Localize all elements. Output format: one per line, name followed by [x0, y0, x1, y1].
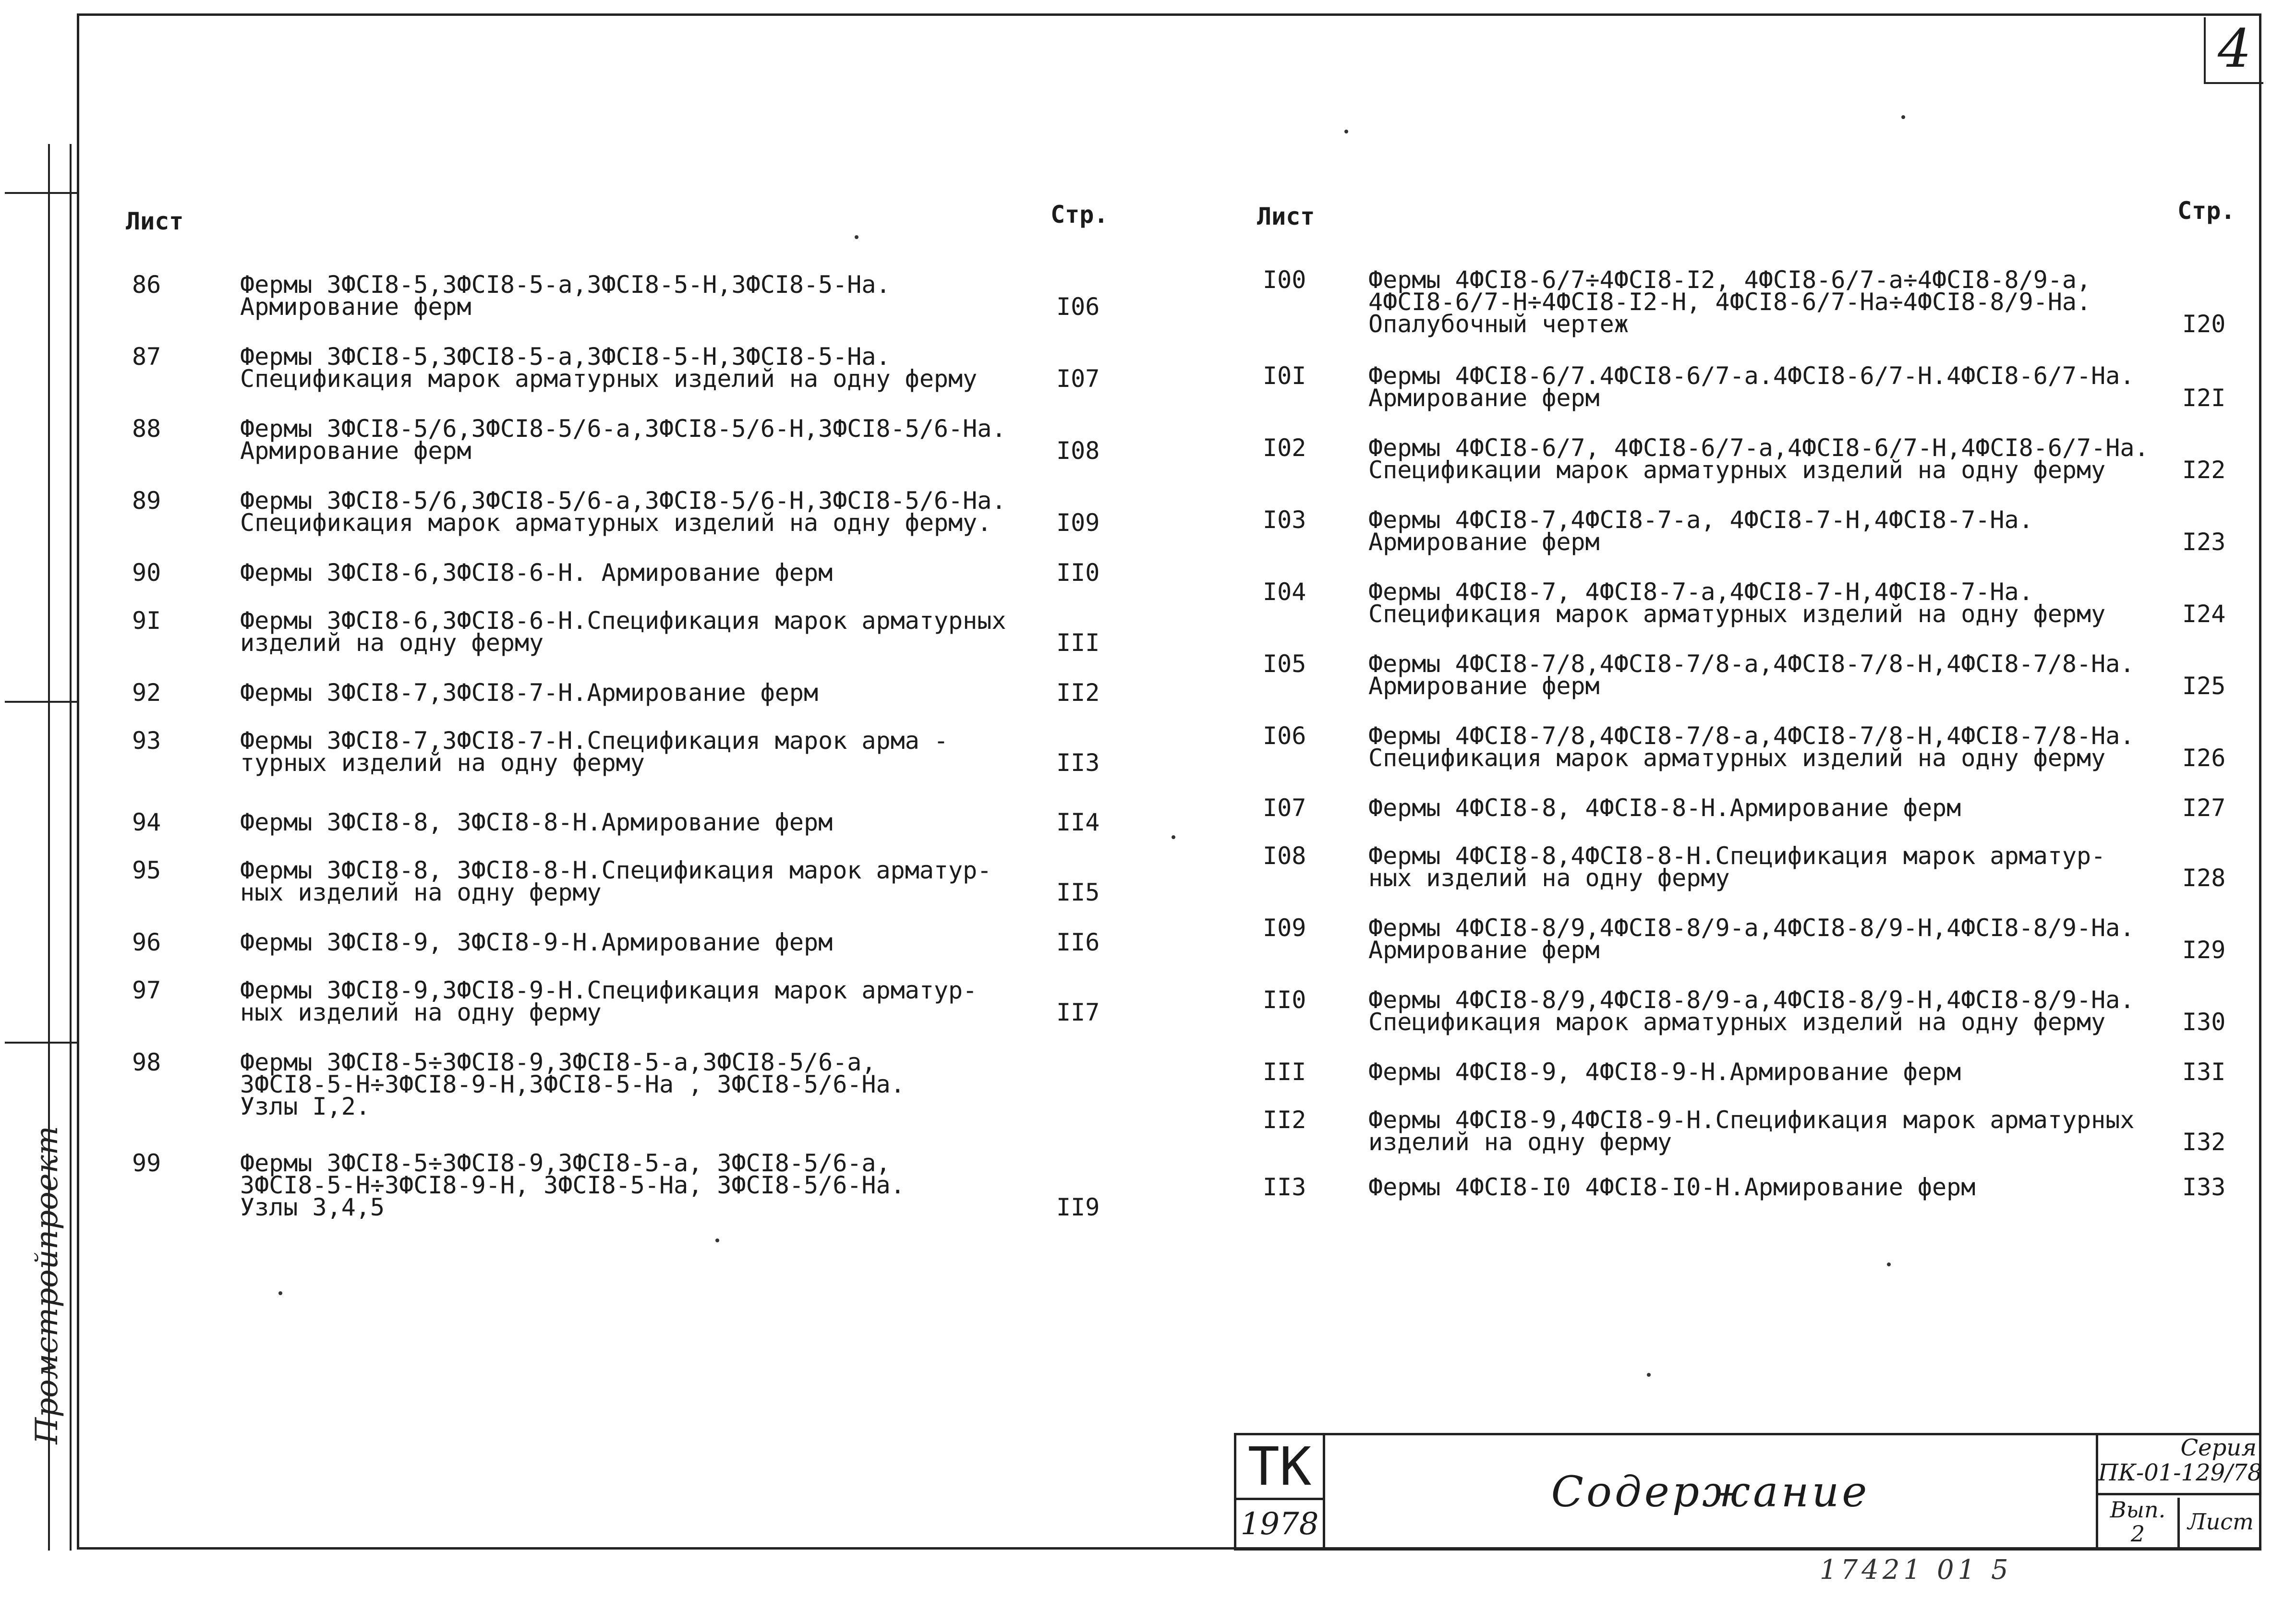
sheet-number-cell: I0I: [1263, 362, 1306, 390]
page-number-cell: I25: [2182, 672, 2226, 700]
page-number-cell: I2I: [2182, 384, 2226, 412]
page-number-cell: I3I: [2182, 1058, 2226, 1086]
contents-description: Фермы 4ФСI8-8, 4ФСI8-8-Н.Армирование ферм: [1368, 794, 1961, 822]
contents-description: Фермы 4ФСI8-6/7÷4ФСI8-I2, 4ФСI8-6/7-а÷4ФСI8-8/9-а, 4ФСI8-6/7-Н÷4ФСI8-I2-Н, 4ФСI8-6/7-На÷4ФСI8-8/9-На. Опалубочный чертеж: [1368, 266, 2091, 338]
left-header-sheet: Лист: [126, 207, 184, 235]
scan-speck: [1172, 835, 1175, 839]
org-cell: [1236, 1435, 1325, 1548]
contents-description: Фермы 4ФСI8-8,4ФСI8-8-Н.Спецификация марок арматур- ных изделий на одну ферму: [1368, 842, 2106, 892]
page-number-cell: I09: [1056, 509, 1100, 537]
contents-description: Фермы 4ФСI8-7/8,4ФСI8-7/8-а,4ФСI8-7/8-Н,4ФСI8-7/8-На. Армирование ферм: [1368, 650, 2135, 700]
page-number-cell: I06: [1056, 293, 1100, 321]
sheet-number-cell: I06: [1263, 722, 1306, 750]
sheet-number-cell: I05: [1263, 650, 1306, 678]
strip-line: [5, 701, 77, 703]
page-number-cell: I27: [2182, 794, 2226, 822]
right-header-page: Стр.: [2177, 197, 2236, 225]
contents-description: Фермы 4ФСI8-6/7, 4ФСI8-6/7-а,4ФСI8-6/7-Н,4ФСI8-6/7-На. Спецификации марок арматурных изделий на одну ферму: [1368, 434, 2149, 484]
page-number-cell: I32: [2182, 1128, 2226, 1156]
sheet-number-cell: 94: [132, 808, 161, 836]
sheet-number-cell: 87: [132, 343, 161, 371]
sheet-number-cell: 99: [132, 1149, 161, 1177]
sheet-number-cell: 88: [132, 415, 161, 443]
page-number-cell: I07: [1056, 365, 1100, 393]
title-block: [1234, 1433, 2261, 1551]
contents-description: Фермы 3ФСI8-9,3ФСI8-9-Н.Спецификация марок арматур- ных изделий на одну ферму: [240, 976, 978, 1026]
sheet-number-cell: I00: [1263, 266, 1306, 294]
contents-description: Фермы 3ФСI8-8, 3ФСI8-8-Н.Армирование ферм: [240, 808, 833, 836]
page-number-cell: I08: [1056, 437, 1100, 465]
sheet-number-cell: 95: [132, 856, 161, 884]
org-code: ТК: [1236, 1435, 1323, 1500]
page-number-cell: II9: [1056, 1193, 1100, 1221]
document-title: Содержание: [1551, 1467, 1870, 1516]
contents-description: Фермы 4ФСI8-I0 4ФСI8-I0-Н.Армирование ферм: [1368, 1173, 1976, 1201]
contents-description: Фермы 3ФСI8-7,3ФСI8-7-Н.Армирование ферм: [240, 679, 819, 707]
page-number-cell: III: [1056, 629, 1100, 657]
page-number-cell: II3: [1056, 749, 1100, 777]
left-margin-strip: [5, 144, 77, 1551]
contents-description: Фермы 3ФСI8-8, 3ФСI8-8-Н.Спецификация марок арматур- ных изделий на одну ферму: [240, 856, 992, 906]
drawing-frame: [77, 13, 2261, 1550]
right-header-sheet: Лист: [1257, 203, 1315, 230]
sheet-number-cell: 92: [132, 679, 161, 707]
sheet-number-cell: II2: [1263, 1106, 1306, 1134]
page-number-cell: II2: [1056, 679, 1100, 707]
contents-description: Фермы 4ФСI8-8/9,4ФСI8-8/9-а,4ФСI8-8/9-Н,4ФСI8-8/9-На. Спецификация марок арматурных изделий на одну ферму: [1368, 986, 2135, 1036]
sheet-number-cell: 93: [132, 727, 161, 755]
page-number-cell: II0: [1056, 559, 1100, 587]
contents-description: Фермы 4ФСI8-7,4ФСI8-7-а, 4ФСI8-7-Н,4ФСI8-7-На. Армирование ферм: [1368, 506, 2033, 556]
sheet-number-cell: II3: [1263, 1173, 1306, 1201]
issue-label: Вып. 2: [2098, 1498, 2180, 1548]
page-number-cell: I24: [2182, 600, 2226, 628]
contents-description: Фермы 4ФСI8-9,4ФСI8-9-Н.Спецификация марок арматурных изделий на одну ферму: [1368, 1106, 2135, 1156]
sheet-number-cell: 96: [132, 928, 161, 956]
contents-description: Фермы 4ФСI8-7, 4ФСI8-7-а,4ФСI8-7-Н,4ФСI8-7-На. Спецификация марок арматурных изделий на одну ферму: [1368, 578, 2106, 628]
page-number-cell: II7: [1056, 998, 1100, 1026]
sheet-number-cell: I02: [1263, 434, 1306, 462]
sheet-number-cell: I03: [1263, 506, 1306, 534]
organization-vertical-label: Промстройпроект: [29, 1126, 65, 1444]
series-label: Серия ПК-01-129/78: [2098, 1435, 2261, 1495]
sheet-label: Лист: [2187, 1509, 2254, 1535]
left-header-page: Стр.: [1051, 201, 1109, 228]
contents-description: Фермы 3ФСI8-5/6,3ФСI8-5/6-а,3ФСI8-5/6-Н,3ФСI8-5/6-На. Армирование ферм: [240, 415, 1006, 465]
contents-description: Фермы 3ФСI8-5/6,3ФСI8-5/6-а,3ФСI8-5/6-Н,3ФСI8-5/6-На. Спецификация марок арматурных изделий на одну ферму.: [240, 487, 1006, 537]
sheet-number-cell: 86: [132, 271, 161, 299]
strip-line: [5, 192, 77, 194]
scan-speck: [1344, 130, 1348, 133]
contents-description: Фермы 4ФСI8-8/9,4ФСI8-8/9-а,4ФСI8-8/9-Н,4ФСI8-8/9-На. Армирование ферм: [1368, 914, 2135, 964]
sheet-number-cell: III: [1263, 1058, 1306, 1086]
contents-description: Фермы 3ФСI8-5÷3ФСI8-9,3ФСI8-5-а, 3ФСI8-5/6-а, 3ФСI8-5-Н÷3ФСI8-9-Н, 3ФСI8-5-На, 3ФСI8-5/6-На. Узлы 3,4,5: [240, 1149, 905, 1221]
sheet-number-cell: I09: [1263, 914, 1306, 942]
scan-speck: [1647, 1373, 1651, 1377]
sheet-number-cell: 98: [132, 1048, 161, 1076]
sheet-number: 4: [2204, 17, 2263, 84]
sheet-number-cell: I04: [1263, 578, 1306, 606]
page-number-cell: I26: [2182, 744, 2226, 772]
page-number-cell: I33: [2182, 1173, 2226, 1201]
scan-speck: [855, 235, 858, 239]
sheet-number-cell: 9I: [132, 607, 161, 635]
contents-description: Фермы 4ФСI8-7/8,4ФСI8-7/8-а,4ФСI8-7/8-Н,4ФСI8-7/8-На. Спецификация марок арматурных изделий на одну ферму: [1368, 722, 2135, 772]
scan-speck: [715, 1238, 719, 1242]
strip-line: [5, 1042, 77, 1044]
contents-description: Фермы 4ФСI8-9, 4ФСI8-9-Н.Армирование ферм: [1368, 1058, 1961, 1086]
scan-speck: [1887, 1262, 1891, 1266]
contents-description: Фермы 3ФСI8-6,3ФСI8-6-Н. Армирование ферм: [240, 559, 833, 587]
bottom-stamp: 17421 01 5: [1820, 1554, 2012, 1586]
contents-description: Фермы 3ФСI8-6,3ФСI8-6-Н.Спецификация марок арматурных изделий на одну ферму: [240, 607, 1006, 657]
contents-description: Фермы 3ФСI8-9, 3ФСI8-9-Н.Армирование ферм: [240, 928, 833, 956]
page-number-cell: I23: [2182, 528, 2226, 556]
contents-description: Фермы 3ФСI8-7,3ФСI8-7-Н.Спецификация марок арма - турных изделий на одну ферму: [240, 727, 949, 777]
page-number-cell: I22: [2182, 456, 2226, 484]
page-number-cell: I29: [2182, 936, 2226, 964]
page-number-cell: I20: [2182, 310, 2226, 338]
page-number-cell: II6: [1056, 928, 1100, 956]
series-cell: [2096, 1435, 2261, 1548]
page-number-cell: II5: [1056, 878, 1100, 906]
scan-speck: [278, 1291, 282, 1295]
page-number-cell: II4: [1056, 808, 1100, 836]
contents-description: Фермы 3ФСI8-5,3ФСI8-5-а,3ФСI8-5-Н,3ФСI8-5-На. Спецификация марок арматурных изделий на одну ферму: [240, 343, 978, 393]
sheet-number-cell: I07: [1263, 794, 1306, 822]
sheet-number-cell: I08: [1263, 842, 1306, 870]
contents-description: Фермы 4ФСI8-6/7.4ФСI8-6/7-а.4ФСI8-6/7-Н.4ФСI8-6/7-На. Армирование ферм: [1368, 362, 2135, 412]
page-number-cell: I30: [2182, 1008, 2226, 1036]
sheet-number-cell: 89: [132, 487, 161, 515]
sheet-number-cell: 90: [132, 559, 161, 587]
contents-description: Фермы 3ФСI8-5÷3ФСI8-9,3ФСI8-5-а,3ФСI8-5/6-а, 3ФСI8-5-Н÷3ФСI8-9-Н,3ФСI8-5-На , 3ФСI8-5/6-На. Узлы I,2.: [240, 1048, 905, 1120]
year: 1978: [1240, 1506, 1319, 1542]
sheet-number-cell: II0: [1263, 986, 1306, 1014]
sheet-number-cell: 97: [132, 976, 161, 1004]
scan-speck: [1901, 115, 1905, 119]
page-number-cell: I28: [2182, 864, 2226, 892]
contents-description: Фермы 3ФСI8-5,3ФСI8-5-а,3ФСI8-5-Н,3ФСI8-5-На. Армирование ферм: [240, 271, 891, 321]
